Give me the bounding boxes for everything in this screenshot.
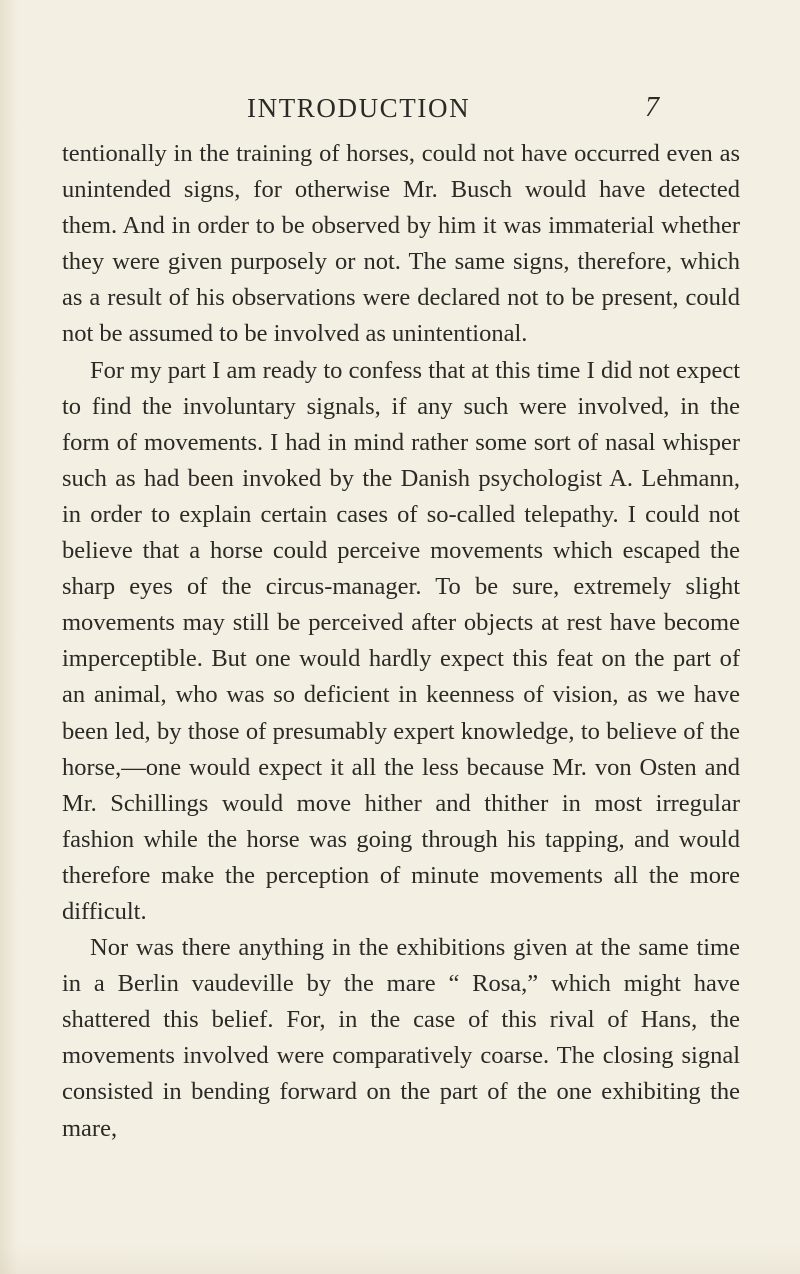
paragraph: For my part I am ready to confess that at this time I did not expect to find the involuntary signals, if any such were involved, in the form of movements. I had in mind rather some sort of nasal whisper such as had been invoked by the Danish psychologist A. Lehmann, in order to explain certain cases of so-called telepathy. I could not believe that a horse could perceive movements which escaped the sharp eyes of the circus-manager. To be sure, extremely slight movements may still be perceived after objects at rest have become imperceptible. But one would hardly expect this feat on the part of an animal, who was so deficient in keenness of vision, as we have been led, by those of presumably expert knowledge, to believe of the horse,—one would expect it all the less because Mr. von Osten and Mr. Schillings would move hither and thither in most irregular fashion while the horse was going through his tapping, and would therefore make the perception of minute movements all the more difficult. (62, 356, 740, 925)
running-title: INTRODUCTION (247, 93, 471, 123)
running-head (0, 88, 800, 128)
body-text (62, 136, 740, 1147)
paragraph: Nor was there anything in the exhibitions given at the same time in a Berlin vaudeville by the mare “ Rosa,” which might have shattered this belief. For, in the case of this rival of Hans, the movements involved were comparatively coarse. The closing signal consisted in bending forward on the part of the one exhibiting the mare, (62, 934, 740, 1142)
page-number: 7 (645, 92, 659, 123)
paragraph-continued: tentionally in the training of horses, could not have occurred even as unintended signs, for otherwise Mr. Busch would have detected them. And in order to be observed by him it was immaterial whether they were given purposely or not. The same signs, therefore, which as a result of his observations were declared not to be present, could not be assumed to be involved as unintentional. (62, 140, 740, 348)
